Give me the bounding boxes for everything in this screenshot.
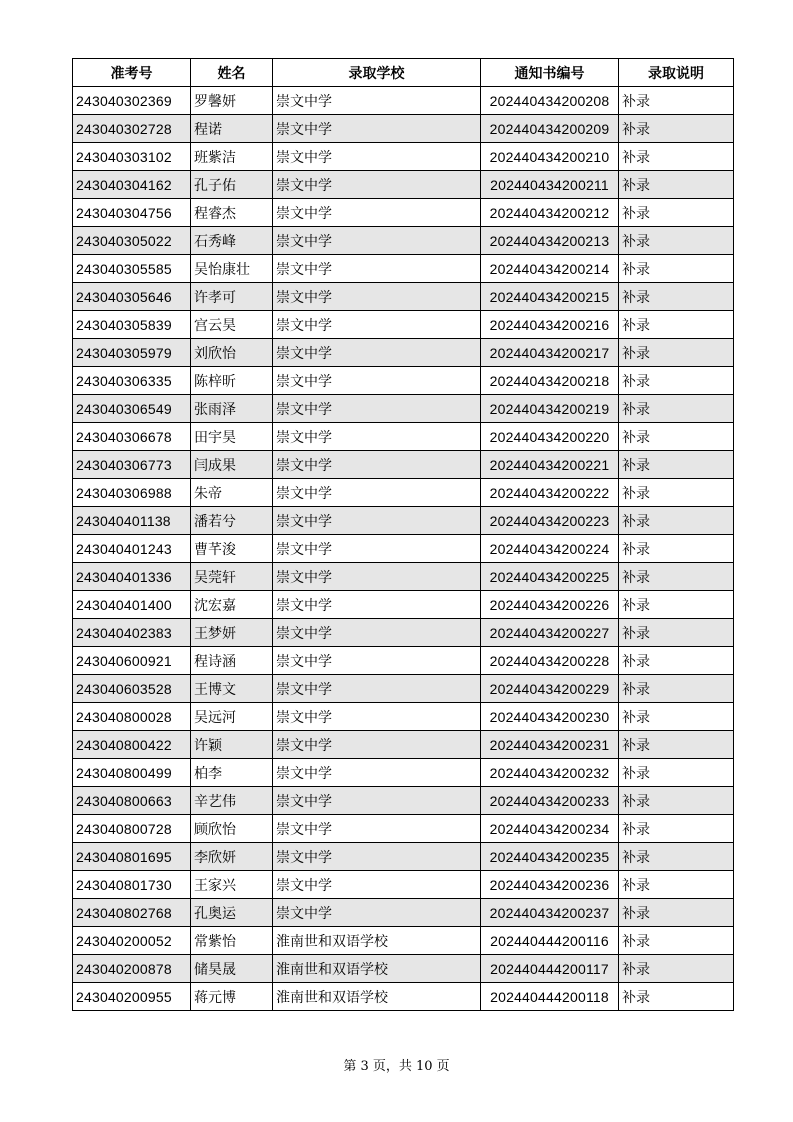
remark-cell: 补录 (619, 395, 734, 423)
remark-cell: 补录 (619, 535, 734, 563)
school-cell: 崇文中学 (273, 535, 481, 563)
notice-number-cell: 202440434200216 (481, 311, 619, 339)
notice-number-cell: 202440434200213 (481, 227, 619, 255)
exam-number-cell: 243040306335 (73, 367, 191, 395)
remark-cell: 补录 (619, 507, 734, 535)
remark-cell: 补录 (619, 927, 734, 955)
notice-number-cell: 202440434200217 (481, 339, 619, 367)
admission-table (72, 58, 734, 1011)
name-cell: 班紫洁 (191, 143, 273, 171)
table-row (73, 479, 734, 507)
name-cell: 潘若兮 (191, 507, 273, 535)
table-row (73, 115, 734, 143)
remark-cell: 补录 (619, 787, 734, 815)
exam-number-cell: 243040800728 (73, 815, 191, 843)
school-cell: 崇文中学 (273, 451, 481, 479)
remark-cell: 补录 (619, 675, 734, 703)
remark-cell: 补录 (619, 311, 734, 339)
exam-number-cell: 243040800028 (73, 703, 191, 731)
table-row (73, 843, 734, 871)
table-header-row (73, 59, 734, 87)
school-cell: 淮南世和双语学校 (273, 983, 481, 1011)
exam-number-cell: 243040800422 (73, 731, 191, 759)
school-cell: 崇文中学 (273, 675, 481, 703)
notice-number-cell: 202440444200116 (481, 927, 619, 955)
table-row (73, 199, 734, 227)
school-cell: 崇文中学 (273, 171, 481, 199)
exam-number-cell: 243040200955 (73, 983, 191, 1011)
remark-cell: 补录 (619, 255, 734, 283)
school-cell: 崇文中学 (273, 619, 481, 647)
notice-number-cell: 202440434200219 (481, 395, 619, 423)
exam-number-cell: 243040305585 (73, 255, 191, 283)
table-row (73, 955, 734, 983)
remark-cell: 补录 (619, 591, 734, 619)
remark-cell: 补录 (619, 87, 734, 115)
table-row (73, 731, 734, 759)
exam-number-cell: 243040800663 (73, 787, 191, 815)
remark-cell: 补录 (619, 955, 734, 983)
notice-number-cell: 202440434200235 (481, 843, 619, 871)
name-cell: 张雨泽 (191, 395, 273, 423)
school-cell: 崇文中学 (273, 311, 481, 339)
remark-cell: 补录 (619, 759, 734, 787)
school-cell: 淮南世和双语学校 (273, 955, 481, 983)
exam-number-cell: 243040401243 (73, 535, 191, 563)
header-school: 录取学校 (273, 59, 481, 87)
page-footer: 第 3 页，共 10 页 (343, 1059, 450, 1074)
name-cell: 常紫怡 (191, 927, 273, 955)
remark-cell: 补录 (619, 843, 734, 871)
notice-number-cell: 202440434200231 (481, 731, 619, 759)
school-cell: 崇文中学 (273, 507, 481, 535)
exam-number-cell: 243040801730 (73, 871, 191, 899)
remark-cell: 补录 (619, 143, 734, 171)
notice-number-cell: 202440434200224 (481, 535, 619, 563)
table-row (73, 787, 734, 815)
notice-number-cell: 202440434200214 (481, 255, 619, 283)
table-row (73, 87, 734, 115)
exam-number-cell: 243040200052 (73, 927, 191, 955)
notice-number-cell: 202440434200227 (481, 619, 619, 647)
table-row (73, 759, 734, 787)
notice-number-cell: 202440444200117 (481, 955, 619, 983)
exam-number-cell: 243040304162 (73, 171, 191, 199)
name-cell: 储昊晟 (191, 955, 273, 983)
school-cell: 崇文中学 (273, 283, 481, 311)
exam-number-cell: 243040305979 (73, 339, 191, 367)
table-row (73, 927, 734, 955)
remark-cell: 补录 (619, 899, 734, 927)
exam-number-cell: 243040401336 (73, 563, 191, 591)
notice-number-cell: 202440434200237 (481, 899, 619, 927)
table-row (73, 423, 734, 451)
table-body (73, 87, 734, 1011)
remark-cell: 补录 (619, 647, 734, 675)
table-row (73, 703, 734, 731)
school-cell: 崇文中学 (273, 731, 481, 759)
remark-cell: 补录 (619, 423, 734, 451)
notice-number-cell: 202440434200221 (481, 451, 619, 479)
remark-cell: 补录 (619, 283, 734, 311)
remark-cell: 补录 (619, 703, 734, 731)
name-cell: 刘欣怡 (191, 339, 273, 367)
name-cell: 王梦妍 (191, 619, 273, 647)
notice-number-cell: 202440434200220 (481, 423, 619, 451)
school-cell: 崇文中学 (273, 787, 481, 815)
notice-number-cell: 202440434200226 (481, 591, 619, 619)
name-cell: 罗馨妍 (191, 87, 273, 115)
name-cell: 石秀峰 (191, 227, 273, 255)
name-cell: 吴远河 (191, 703, 273, 731)
school-cell: 崇文中学 (273, 227, 481, 255)
remark-cell: 补录 (619, 199, 734, 227)
header-exam-number: 准考号 (73, 59, 191, 87)
table-row (73, 339, 734, 367)
table-row (73, 255, 734, 283)
name-cell: 许颖 (191, 731, 273, 759)
name-cell: 曹芊浚 (191, 535, 273, 563)
notice-number-cell: 202440434200234 (481, 815, 619, 843)
table-row (73, 311, 734, 339)
notice-number-cell: 202440434200222 (481, 479, 619, 507)
name-cell: 王家兴 (191, 871, 273, 899)
notice-number-cell: 202440434200225 (481, 563, 619, 591)
school-cell: 崇文中学 (273, 479, 481, 507)
remark-cell: 补录 (619, 619, 734, 647)
school-cell: 崇文中学 (273, 255, 481, 283)
exam-number-cell: 243040801695 (73, 843, 191, 871)
notice-number-cell: 202440434200223 (481, 507, 619, 535)
notice-number-cell: 202440434200233 (481, 787, 619, 815)
table-row (73, 675, 734, 703)
table-row (73, 451, 734, 479)
table-row (73, 871, 734, 899)
remark-cell: 补录 (619, 171, 734, 199)
name-cell: 孔子佑 (191, 171, 273, 199)
notice-number-cell: 202440434200212 (481, 199, 619, 227)
table-row (73, 367, 734, 395)
table-row (73, 283, 734, 311)
school-cell: 崇文中学 (273, 815, 481, 843)
header-remark: 录取说明 (619, 59, 734, 87)
exam-number-cell: 243040305839 (73, 311, 191, 339)
notice-number-cell: 202440434200211 (481, 171, 619, 199)
school-cell: 崇文中学 (273, 423, 481, 451)
notice-number-cell: 202440434200208 (481, 87, 619, 115)
remark-cell: 补录 (619, 367, 734, 395)
name-cell: 吴莞轩 (191, 563, 273, 591)
exam-number-cell: 243040401400 (73, 591, 191, 619)
name-cell: 陈梓昕 (191, 367, 273, 395)
school-cell: 崇文中学 (273, 843, 481, 871)
name-cell: 闫成果 (191, 451, 273, 479)
notice-number-cell: 202440434200209 (481, 115, 619, 143)
exam-number-cell: 243040303102 (73, 143, 191, 171)
name-cell: 顾欣怡 (191, 815, 273, 843)
exam-number-cell: 243040401138 (73, 507, 191, 535)
exam-number-cell: 243040305646 (73, 283, 191, 311)
exam-number-cell: 243040800499 (73, 759, 191, 787)
school-cell: 崇文中学 (273, 647, 481, 675)
remark-cell: 补录 (619, 115, 734, 143)
header-notice-number: 通知书编号 (481, 59, 619, 87)
exam-number-cell: 243040600921 (73, 647, 191, 675)
table-row (73, 815, 734, 843)
name-cell: 程诗涵 (191, 647, 273, 675)
exam-number-cell: 243040302728 (73, 115, 191, 143)
name-cell: 蒋元博 (191, 983, 273, 1011)
name-cell: 沈宏嘉 (191, 591, 273, 619)
exam-number-cell: 243040306773 (73, 451, 191, 479)
exam-number-cell: 243040306988 (73, 479, 191, 507)
notice-number-cell: 202440434200229 (481, 675, 619, 703)
notice-number-cell: 202440434200215 (481, 283, 619, 311)
exam-number-cell: 243040304756 (73, 199, 191, 227)
remark-cell: 补录 (619, 731, 734, 759)
school-cell: 崇文中学 (273, 199, 481, 227)
exam-number-cell: 243040305022 (73, 227, 191, 255)
exam-number-cell: 243040402383 (73, 619, 191, 647)
table-row (73, 619, 734, 647)
table-row (73, 227, 734, 255)
exam-number-cell: 243040306678 (73, 423, 191, 451)
name-cell: 吴怡康壮 (191, 255, 273, 283)
school-cell: 崇文中学 (273, 115, 481, 143)
school-cell: 崇文中学 (273, 591, 481, 619)
notice-number-cell: 202440434200210 (481, 143, 619, 171)
name-cell: 许孝可 (191, 283, 273, 311)
name-cell: 李欣妍 (191, 843, 273, 871)
name-cell: 程诺 (191, 115, 273, 143)
notice-number-cell: 202440444200118 (481, 983, 619, 1011)
school-cell: 崇文中学 (273, 87, 481, 115)
school-cell: 崇文中学 (273, 143, 481, 171)
school-cell: 崇文中学 (273, 759, 481, 787)
table-row (73, 143, 734, 171)
name-cell: 田宇昊 (191, 423, 273, 451)
table-row (73, 591, 734, 619)
remark-cell: 补录 (619, 871, 734, 899)
name-cell: 程睿杰 (191, 199, 273, 227)
remark-cell: 补录 (619, 451, 734, 479)
remark-cell: 补录 (619, 815, 734, 843)
remark-cell: 补录 (619, 563, 734, 591)
exam-number-cell: 243040603528 (73, 675, 191, 703)
exam-number-cell: 243040302369 (73, 87, 191, 115)
name-cell: 朱帝 (191, 479, 273, 507)
notice-number-cell: 202440434200228 (481, 647, 619, 675)
school-cell: 崇文中学 (273, 703, 481, 731)
exam-number-cell: 243040200878 (73, 955, 191, 983)
header-name: 姓名 (191, 59, 273, 87)
school-cell: 崇文中学 (273, 339, 481, 367)
notice-number-cell: 202440434200230 (481, 703, 619, 731)
school-cell: 崇文中学 (273, 563, 481, 591)
exam-number-cell: 243040306549 (73, 395, 191, 423)
remark-cell: 补录 (619, 339, 734, 367)
exam-number-cell: 243040802768 (73, 899, 191, 927)
notice-number-cell: 202440434200218 (481, 367, 619, 395)
school-cell: 崇文中学 (273, 871, 481, 899)
remark-cell: 补录 (619, 983, 734, 1011)
table-row (73, 507, 734, 535)
table-row (73, 563, 734, 591)
school-cell: 崇文中学 (273, 395, 481, 423)
table-row (73, 899, 734, 927)
name-cell: 柏李 (191, 759, 273, 787)
remark-cell: 补录 (619, 227, 734, 255)
table-row (73, 171, 734, 199)
table-row (73, 395, 734, 423)
table-row (73, 535, 734, 563)
notice-number-cell: 202440434200232 (481, 759, 619, 787)
name-cell: 辛艺伟 (191, 787, 273, 815)
school-cell: 崇文中学 (273, 367, 481, 395)
name-cell: 宫云昊 (191, 311, 273, 339)
school-cell: 淮南世和双语学校 (273, 927, 481, 955)
notice-number-cell: 202440434200236 (481, 871, 619, 899)
name-cell: 孔奥运 (191, 899, 273, 927)
school-cell: 崇文中学 (273, 899, 481, 927)
remark-cell: 补录 (619, 479, 734, 507)
table-row (73, 647, 734, 675)
table-row (73, 983, 734, 1011)
name-cell: 王博文 (191, 675, 273, 703)
